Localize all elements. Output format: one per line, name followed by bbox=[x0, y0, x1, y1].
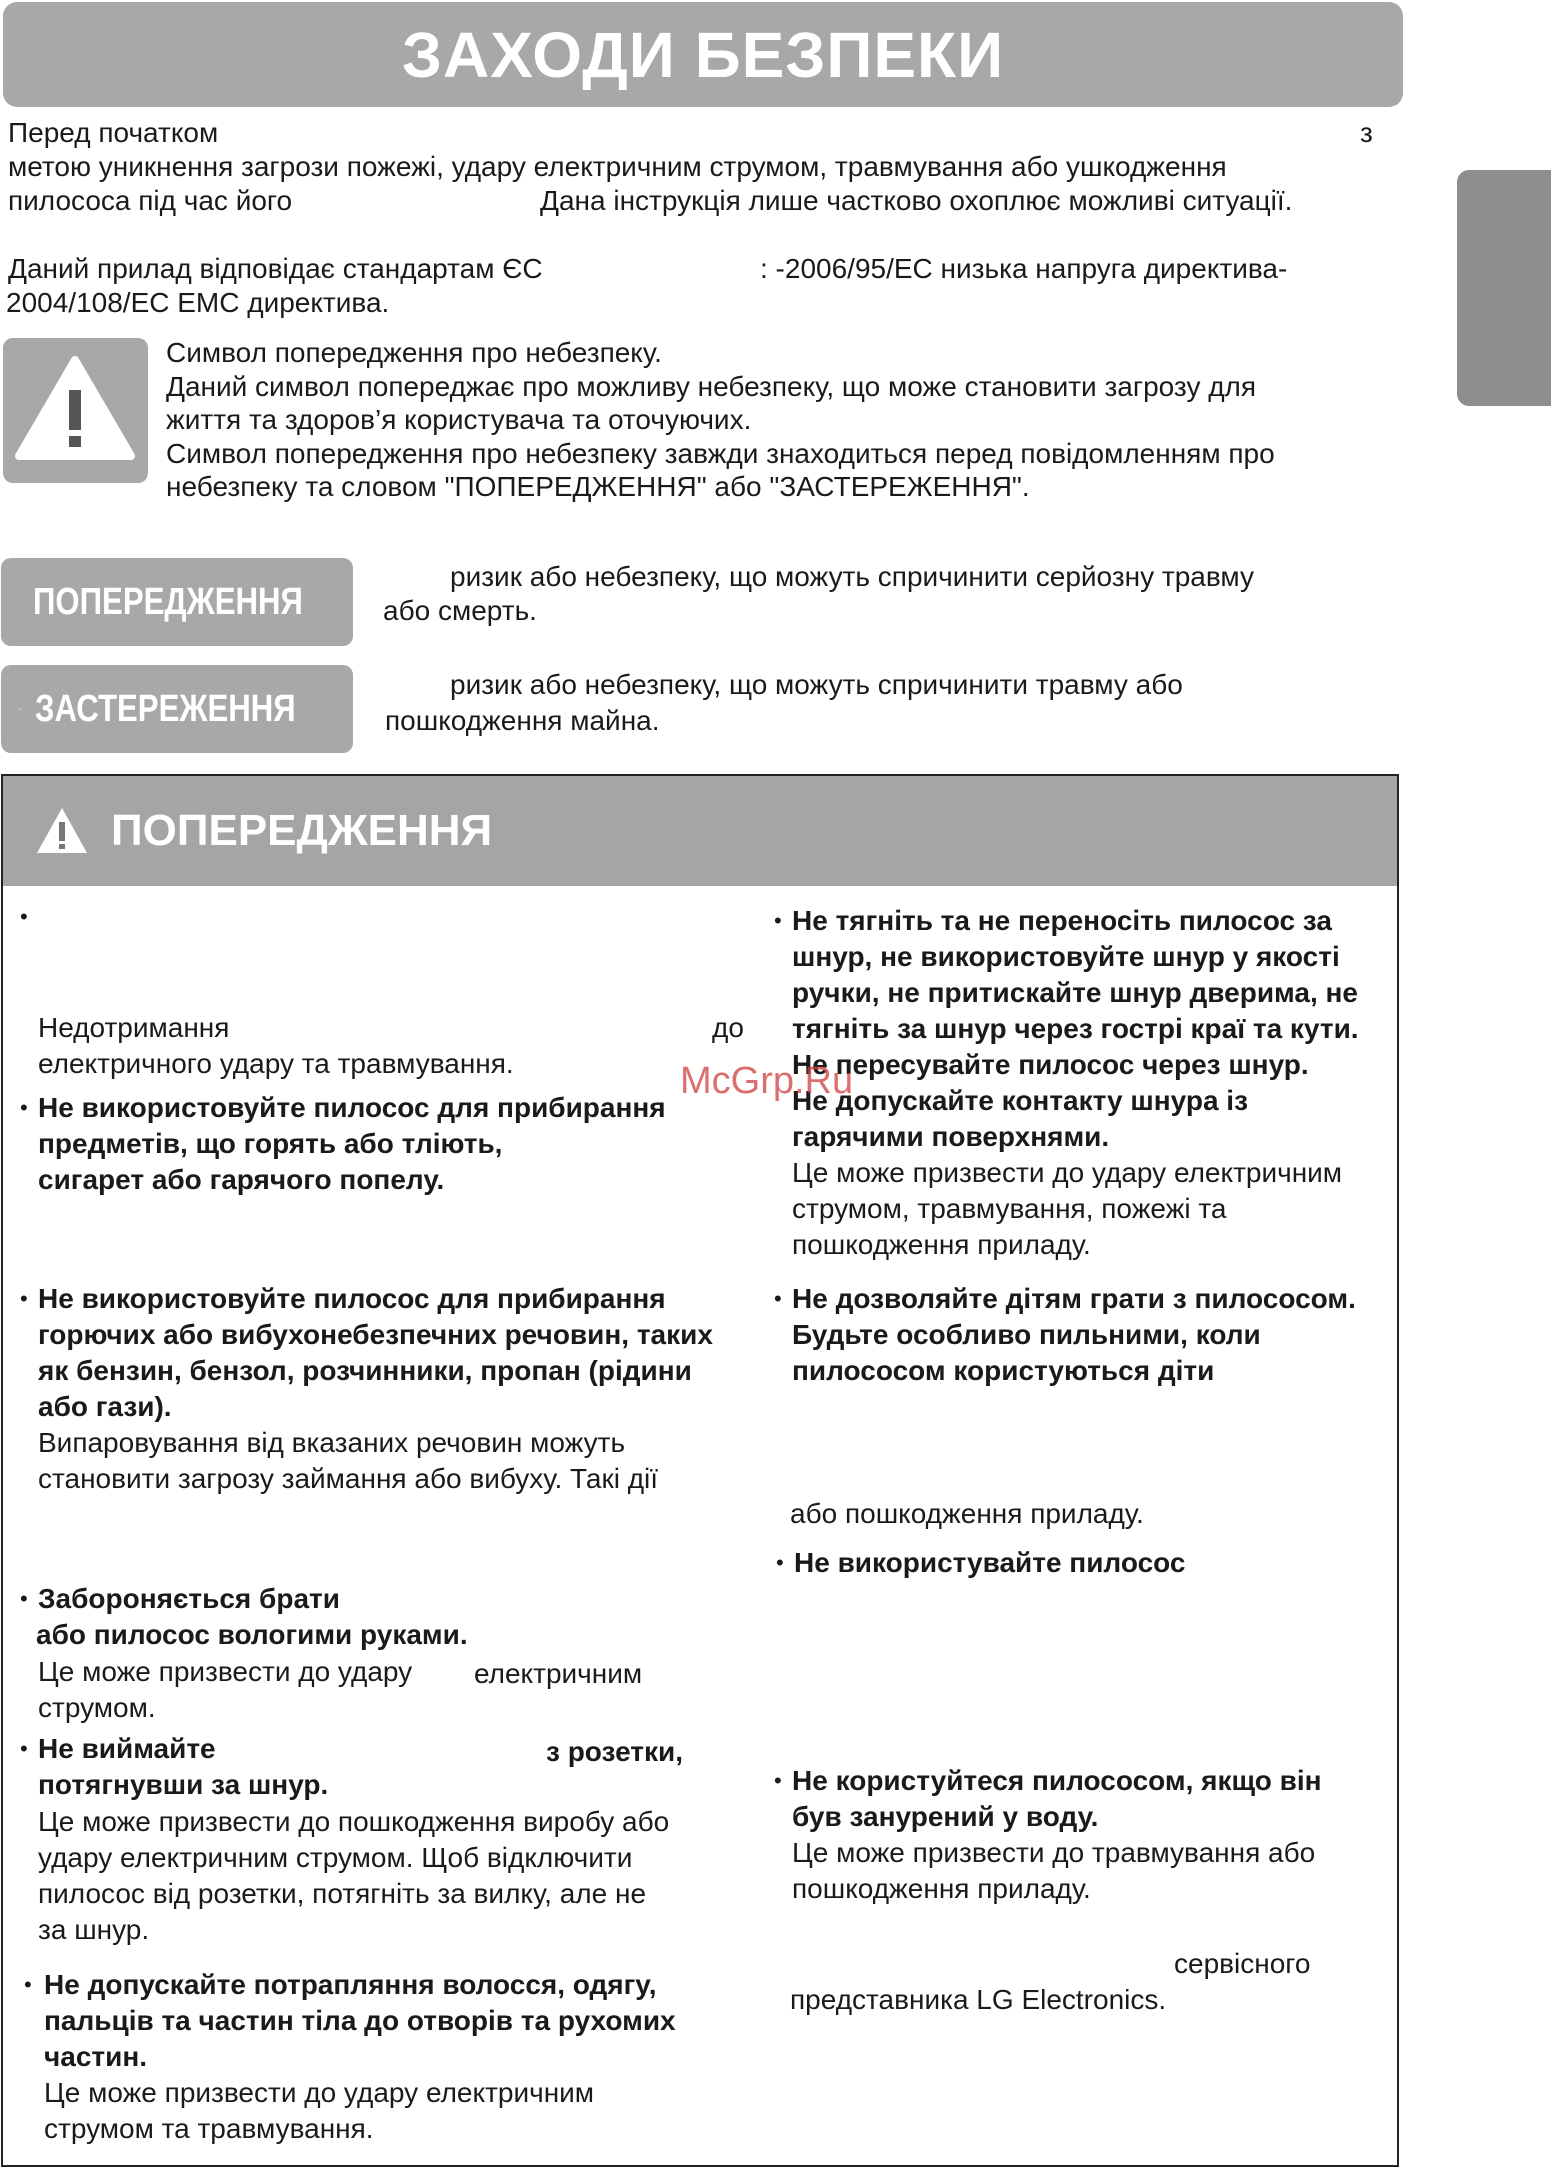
left-item5-text-4: за шнур. bbox=[38, 1914, 150, 1945]
left-item5-bold-c: потягнувши за шнур. bbox=[38, 1769, 329, 1800]
page-title: ЗАХОДИ БЕЗПЕКИ bbox=[401, 18, 1005, 91]
section-side-tab bbox=[1457, 170, 1551, 406]
left-item6-bold-3: частин. bbox=[44, 2041, 148, 2072]
symbol-text-1: Символ попередження про небезпеку. bbox=[166, 337, 662, 368]
left-item3-bold-2: горючих або вибухонебезпечних речовин, таких bbox=[38, 1319, 713, 1350]
left-item2-line3: сигарет або гарячого попелу. bbox=[38, 1164, 445, 1195]
intro-line3-start: пилососа під час його bbox=[8, 185, 293, 216]
caution-desc-1: ризик або небезпеку, що можуть спричинити травму або bbox=[450, 669, 1183, 700]
left-item5-text-3: пилосос від розетки, потягніть за вилку, але не bbox=[38, 1878, 647, 1909]
right-item5-text-b: представника LG Electronics. bbox=[790, 1984, 1167, 2015]
caution-badge bbox=[1, 665, 353, 753]
right-item1-bold-7: гарячими поверхнями. bbox=[792, 1121, 1110, 1152]
left-item2-line2: предметів, що горять або тліють, bbox=[38, 1128, 503, 1159]
left-item6-bold-1: Не допускайте потрапляння волосся, одягу, bbox=[44, 1969, 657, 2000]
caution-desc-2: пошкодження майна. bbox=[385, 705, 660, 736]
left-item1-a: Недотримання bbox=[38, 1012, 230, 1043]
intro-line3-end: Дана інструкція лише частково охоплює можливі ситуації. bbox=[540, 185, 1293, 216]
title-bar bbox=[3, 2, 1403, 107]
right-item1-text-2: струмом, травмування, пожежі та bbox=[792, 1193, 1227, 1224]
left-item3-text-1: Випаровування від вказаних речовин можуть bbox=[38, 1427, 626, 1458]
symbol-text-4: Символ попередження про небезпеку завжди знаходиться перед повідомленням про bbox=[166, 438, 1275, 469]
standards-line1-start: Даний прилад відповідає стандартам ЄС bbox=[8, 253, 543, 284]
right-item1-text-1: Це може призвести до удару електричним bbox=[792, 1157, 1343, 1188]
bullet: • bbox=[774, 1768, 782, 1793]
symbol-text-5: небезпеку та словом "ПОПЕРЕДЖЕННЯ" або "ЗАСТЕРЕЖЕННЯ". bbox=[166, 471, 1030, 502]
symbol-text-2: Даний символ попереджає про можливу небезпеку, що може становити загрозу для bbox=[166, 371, 1257, 402]
right-item2-text: або пошкодження приладу. bbox=[790, 1498, 1144, 1529]
right-item1-bold-3: ручки, не притискайте шнур дверима, не bbox=[792, 977, 1359, 1008]
bullet: • bbox=[20, 1736, 28, 1761]
left-item3-bold-4: або гази). bbox=[38, 1391, 172, 1422]
right-item1-bold-6: Не допускайте контакту шнура із bbox=[792, 1085, 1248, 1116]
right-item1-text-3: пошкодження приладу. bbox=[792, 1229, 1091, 1260]
bullet: • bbox=[20, 1095, 28, 1120]
left-item5-bold-a: Не виймайте bbox=[38, 1733, 216, 1764]
right-item2-bold-2: Будьте особливо пильними, коли bbox=[792, 1319, 1261, 1350]
left-item1-b: до bbox=[712, 1012, 744, 1043]
bullet: • bbox=[774, 1286, 782, 1311]
caution-badge-label: ЗАСТЕРЕЖЕННЯ bbox=[35, 687, 296, 730]
intro-line2: метою уникнення загрози пожежі, удару електричним струмом, травмування або ушкодження bbox=[8, 151, 1227, 182]
bullet: • bbox=[774, 908, 782, 933]
bullet: • bbox=[20, 904, 28, 929]
right-item4-text-2: пошкодження приладу. bbox=[792, 1873, 1091, 1904]
left-item5-bold-b: з розетки, bbox=[546, 1736, 684, 1767]
right-item3-bold: Не використувайте пилосос bbox=[794, 1547, 1186, 1578]
right-item1-bold-1: Не тягніть та не переносіть пилосос за bbox=[792, 905, 1332, 936]
warning-triangle-icon bbox=[3, 338, 148, 483]
right-item2-bold-1: Не дозволяйте дітям грати з пилососом. bbox=[792, 1283, 1356, 1314]
left-item1-c: електричного удару та травмування. bbox=[38, 1048, 514, 1079]
left-item6-text-2: струмом та травмування. bbox=[44, 2113, 374, 2144]
right-item4-bold-2: був занурений у воду. bbox=[792, 1801, 1099, 1832]
right-item4-bold-1: Не користуйтеся пилососом, якщо він bbox=[792, 1765, 1322, 1796]
left-item4-bold-1: Забороняється брати bbox=[38, 1583, 340, 1614]
left-item3-bold-3: як бензин, бензол, розчинники, пропан (рідини bbox=[38, 1355, 692, 1386]
right-item5-text-a: сервісного bbox=[1174, 1948, 1311, 1979]
standards-line2: 2004/108/ЕС ЕМС директива. bbox=[6, 287, 390, 318]
symbol-text-3: життя та здоров’я користувача та оточуючих. bbox=[166, 404, 752, 435]
bullet: • bbox=[24, 1972, 32, 1997]
left-item6-bold-2: пальців та частин тіла до отворів та рухомих bbox=[44, 2005, 676, 2036]
watermark: McGrp.Ru bbox=[680, 1060, 854, 1102]
left-item6-text-1: Це може призвести до удару електричним bbox=[44, 2077, 595, 2108]
warning-badge-label: ПОПЕРЕДЖЕННЯ bbox=[33, 580, 303, 623]
intro-line1-start: Перед початком bbox=[8, 117, 219, 148]
right-item1-bold-4: тягніть за шнур через гострі краї та кути. bbox=[792, 1013, 1359, 1044]
standards-line1-end: : -2006/95/ЕС низька напруга директива- bbox=[760, 253, 1288, 284]
warning-triangle-icon bbox=[19, 681, 21, 737]
left-item3-bold-1: Не використовуйте пилосос для прибирання bbox=[38, 1283, 666, 1314]
left-item3-text-2: становити загрозу займання або вибуху. Такі дії bbox=[38, 1463, 659, 1494]
warnings-panel-title: ПОПЕРЕДЖЕННЯ bbox=[111, 806, 493, 855]
warnings-panel-header bbox=[3, 776, 1397, 886]
bullet: • bbox=[20, 1286, 28, 1311]
intro-line1-end: з bbox=[1360, 117, 1373, 148]
right-item4-text-1: Це може призвести до травмування або bbox=[792, 1837, 1316, 1868]
right-item2-bold-3: пилососом користуються діти bbox=[792, 1355, 1215, 1386]
left-item4-text-3: струмом. bbox=[38, 1692, 156, 1723]
left-item2-line1: Не використовуйте пилосос для прибирання bbox=[38, 1092, 666, 1123]
left-item4-text-1: Це може призвести до удару bbox=[38, 1656, 413, 1687]
left-item4-text-2: електричним bbox=[474, 1658, 643, 1689]
right-item1-bold-2: шнур, не використовуйте шнур у якості bbox=[792, 941, 1340, 972]
right-item1-bold-5: Не пересувайте пилосос через шнур. bbox=[792, 1049, 1309, 1080]
warning-triangle-icon bbox=[33, 803, 91, 859]
warning-symbol-box bbox=[3, 338, 148, 483]
bullet: • bbox=[20, 1586, 28, 1611]
warning-badge bbox=[1, 558, 353, 646]
bullet: • bbox=[776, 1550, 784, 1575]
left-item4-bold-2: або пилосос вологими руками. bbox=[36, 1619, 468, 1650]
warning-desc-2: або смерть. bbox=[383, 595, 537, 626]
left-item5-text-2: удару електричним струмом. Щоб відключити bbox=[38, 1842, 633, 1873]
warning-desc-1: ризик або небезпеку, що можуть спричинити серйозну травму bbox=[450, 561, 1254, 592]
left-item5-text-1: Це може призвести до пошкодження виробу або bbox=[38, 1806, 670, 1837]
